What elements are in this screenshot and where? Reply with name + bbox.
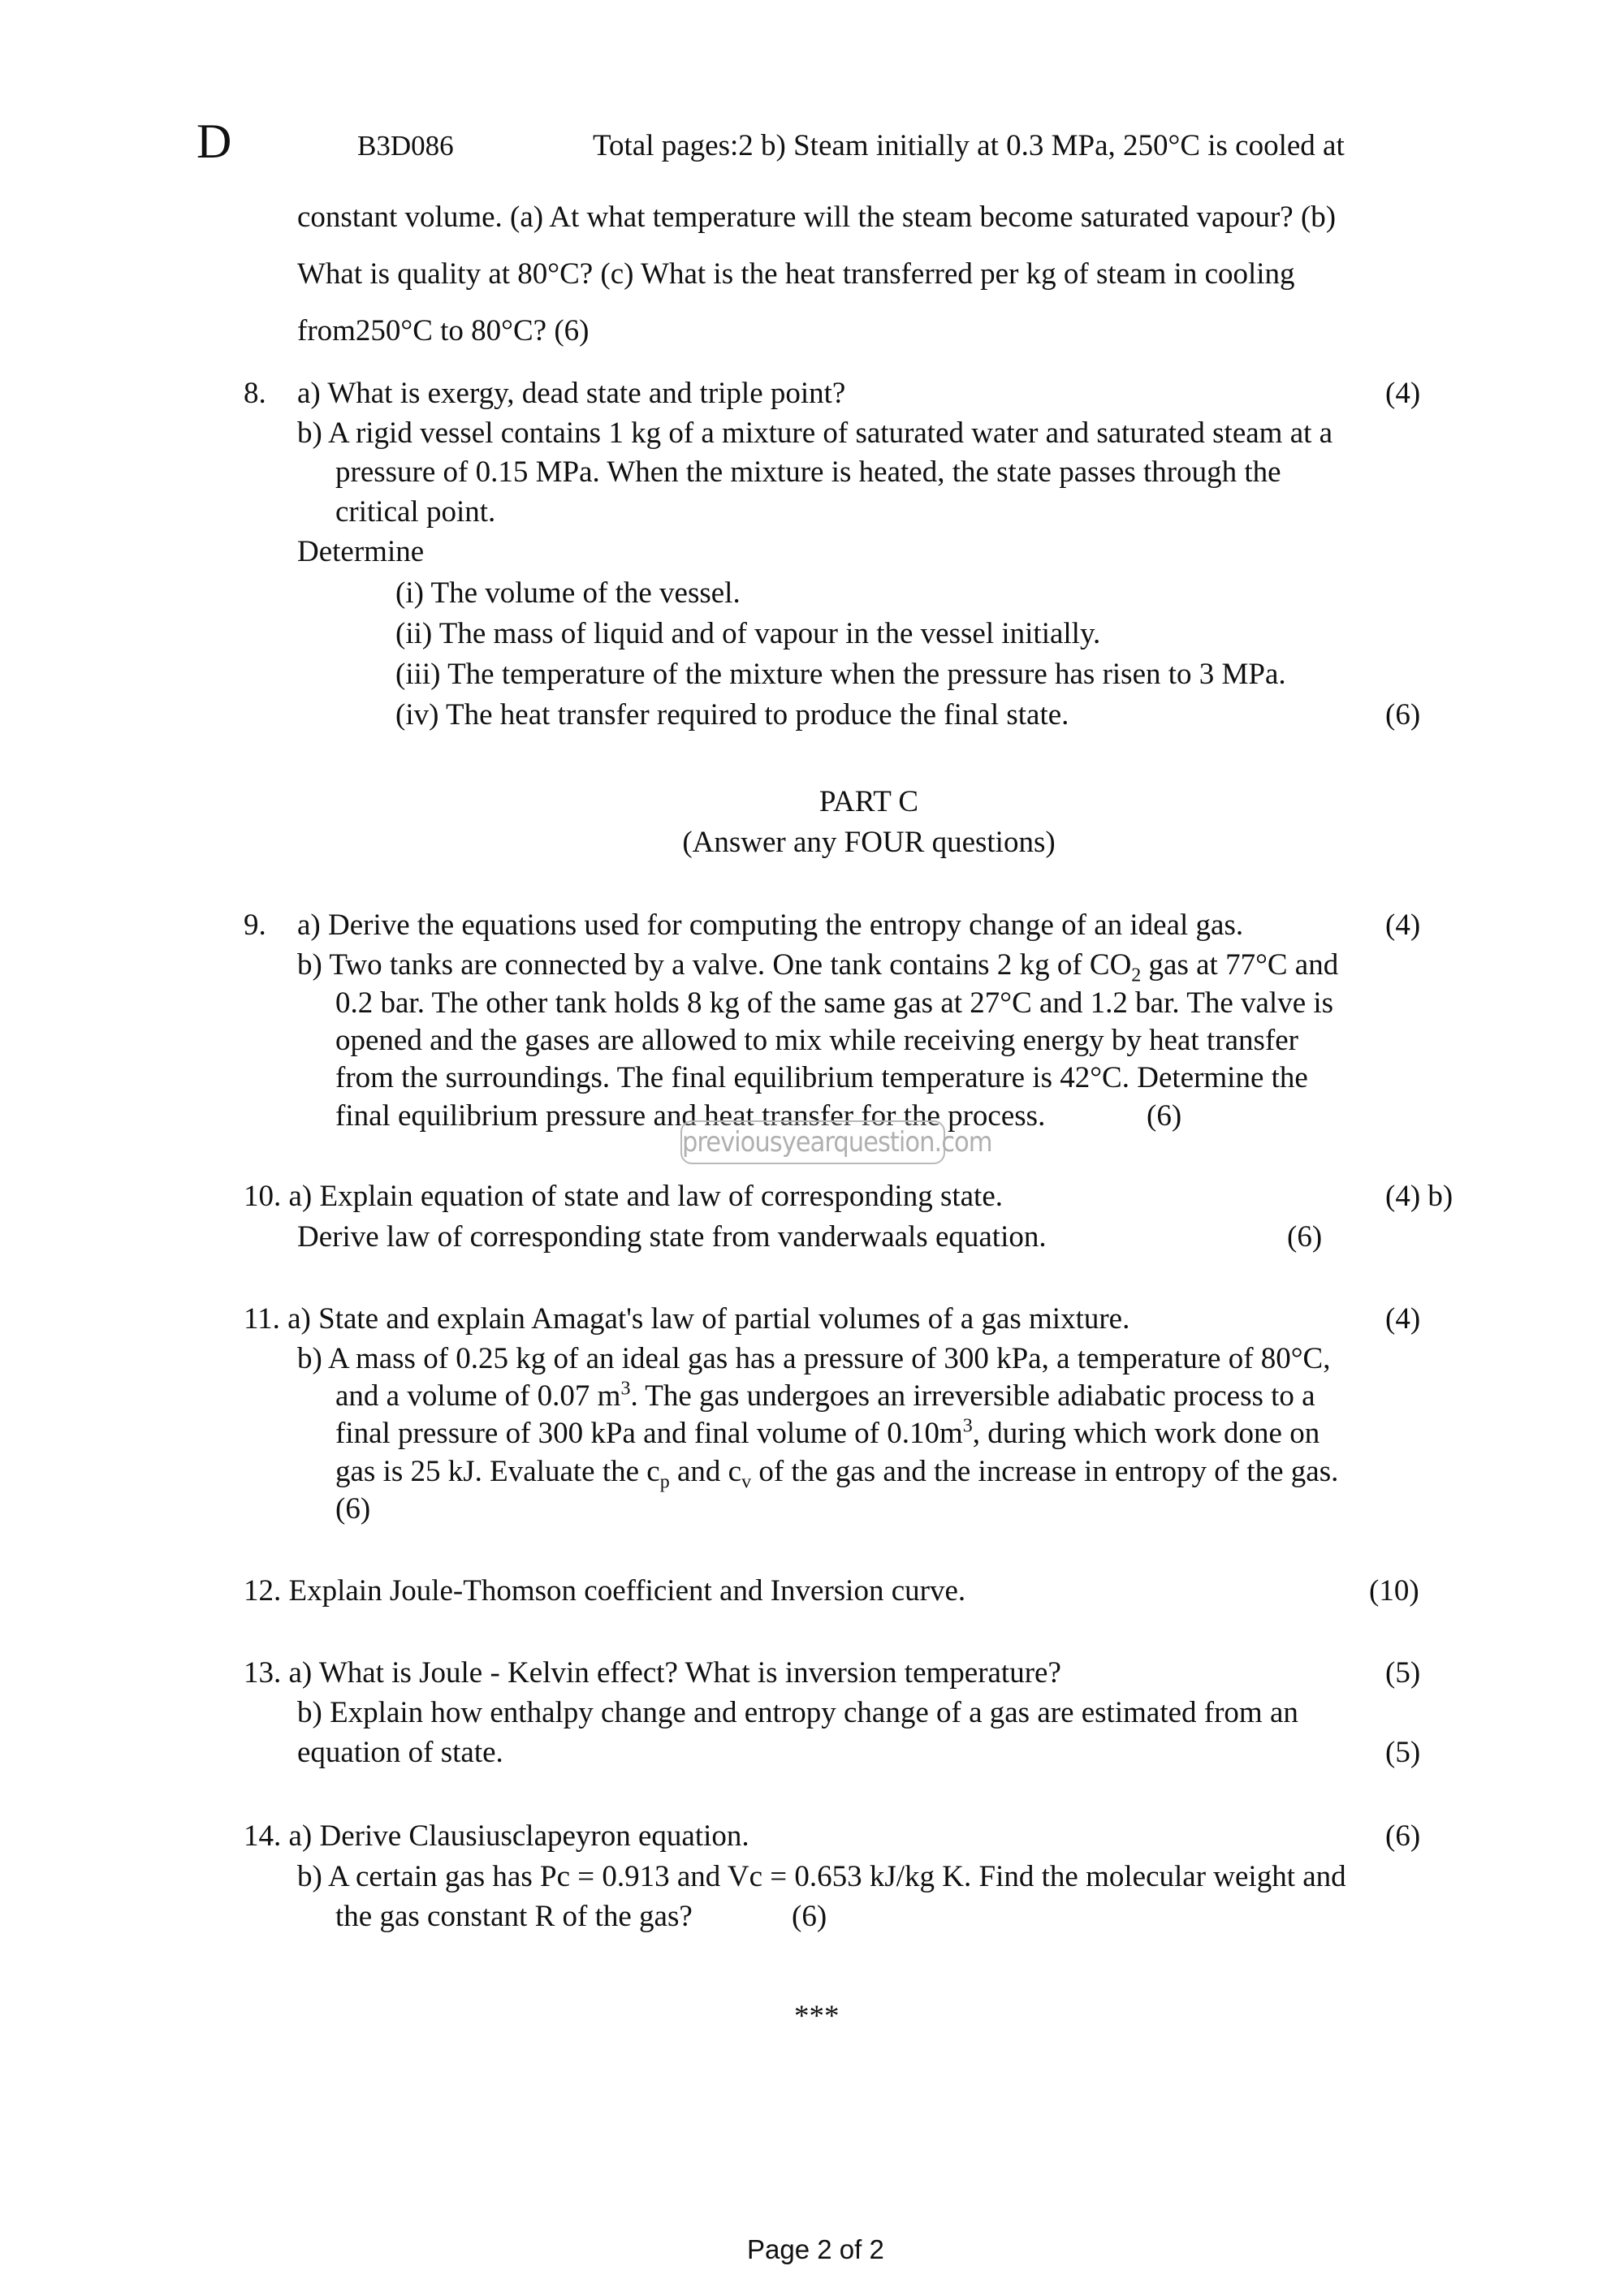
q14-a-marks: (6) [1385, 1819, 1421, 1853]
q13-b-line-2: equation of state. [297, 1736, 503, 1769]
q9-b-line-4: from the surroundings. The final equilibrium temperature is 42°C. Determine the [335, 1061, 1308, 1094]
q8-item-iv: (iv) The heat transfer required to produce the final state. [395, 698, 1069, 732]
q11-b-marks: (6) [335, 1492, 371, 1526]
end-asterisks: *** [794, 2000, 840, 2033]
q8-determine: Determine [297, 535, 425, 568]
q11-a-marks: (4) [1385, 1302, 1421, 1336]
q14-b-line-2: the gas constant R of the gas? [335, 1900, 693, 1933]
q11-b-line-2: and a volume of 0.07 $m^3$. The gas undergoes an irreversible adiabatic process to a [335, 1378, 1315, 1413]
q8-b-line-2: pressure of 0.15 MPa. When the mixture is heated, the state passes through the [335, 455, 1281, 489]
q12-marks: (10) [1369, 1574, 1419, 1608]
q10-line-2: Derive law of corresponding state from vanderwaals equation. [297, 1220, 1047, 1254]
q14-b-line-1: b) A certain gas has Pc = 0.913 and Vc = 0.653 kJ/kg K. Find the molecular weight and [297, 1860, 1346, 1893]
q14-part-a: 14. a) Derive Clausiusclapeyron equation. [244, 1819, 749, 1853]
q9-number: 9. [244, 908, 266, 942]
q9-b-line-5: final equilibrium pressure and heat transfer for the process. [335, 1099, 1046, 1133]
q8-item-i: (i) The volume of the vessel. [395, 576, 741, 610]
q11-b-line-4: gas is 25 kJ. Evaluate the $c_p$ and $c_v$ of the gas and the increase in entropy of the gas. [335, 1455, 1339, 1493]
q8-part-a: a) What is exergy, dead state and triple point? [297, 377, 846, 410]
q8-a-marks: (4) [1385, 377, 1421, 410]
q13-b-marks: (5) [1385, 1736, 1421, 1769]
q12-text: 12. Explain Joule-Thomson coefficient and Inversion curve. [244, 1574, 966, 1608]
q7b-line-2: What is quality at 80°C? (c) What is the heat transferred per kg of steam in cooling [297, 257, 1295, 291]
paper-code: B3D086 [357, 130, 454, 162]
q11-b-line-3: final pressure of 300 kPa and final volume of $0.10m^3$, during which work done on [335, 1415, 1320, 1450]
q10-b-marks: (6) [1287, 1220, 1323, 1254]
q14-b-marks: (6) [792, 1900, 827, 1933]
q7b-line-1: constant volume. (a) At what temperature will the steam become saturated vapour? (b) [297, 201, 1337, 234]
q9-b-line-3: opened and the gases are allowed to mix while receiving energy by heat transfer [335, 1024, 1298, 1057]
q13-a-marks: (5) [1385, 1656, 1421, 1690]
part-c-instruction: (Answer any FOUR questions) [682, 826, 1056, 859]
q7b-line-3: from250°C to 80°C? (6) [297, 314, 590, 347]
page-footer: Page 2 of 2 [747, 2234, 884, 2264]
q8-number: 8. [244, 377, 266, 410]
q8-b-line-3: critical point. [335, 495, 496, 529]
q9-b-line-2: 0.2 bar. The other tank holds 8 kg of the same gas at 27°C and 1.2 bar. The valve is [335, 986, 1334, 1020]
q9-b-line-1: b) Two tanks are connected by a valve. One tank contains 2 kg of $CO_2$ gas at 77°C and [297, 948, 1339, 986]
q9-b-marks: (6) [1147, 1099, 1182, 1133]
watermark-stamp: previousyearquestion.com [680, 1120, 945, 1164]
q8-item-iii: (iii) The temperature of the mixture when the pressure has risen to 3 MPa. [395, 658, 1286, 691]
q10-a-marks: (4) b) [1385, 1180, 1453, 1213]
q10-line-1: 10. a) Explain equation of state and law of corresponding state. [244, 1180, 1003, 1213]
q13-b-line-1: b) Explain how enthalpy change and entropy change of a gas are estimated from an [297, 1696, 1298, 1729]
header-text: Total pages:2 b) Steam initially at 0.3 MPa, 250°C is cooled at [593, 129, 1345, 162]
part-c-title: PART C [818, 785, 919, 818]
q11-part-a: 11. a) State and explain Amagat's law of partial volumes of a gas mixture. [244, 1302, 1130, 1336]
q8-b-line-1: b) A rigid vessel contains 1 kg of a mixture of saturated water and saturated steam at a [297, 416, 1333, 450]
q8-b-marks: (6) [1385, 698, 1421, 732]
q13-part-a: 13. a) What is Joule - Kelvin effect? What is inversion temperature? [244, 1656, 1061, 1690]
q8-item-ii: (ii) The mass of liquid and of vapour in the vessel initially. [395, 617, 1101, 650]
series-letter: D [197, 114, 232, 168]
q11-b-line-1: b) A mass of 0.25 kg of an ideal gas has a pressure of 300 kPa, a temperature of 80°C, [297, 1342, 1331, 1375]
q9-a-marks: (4) [1385, 908, 1421, 942]
q9-part-a: a) Derive the equations used for computing the entropy change of an ideal gas. [297, 908, 1244, 942]
